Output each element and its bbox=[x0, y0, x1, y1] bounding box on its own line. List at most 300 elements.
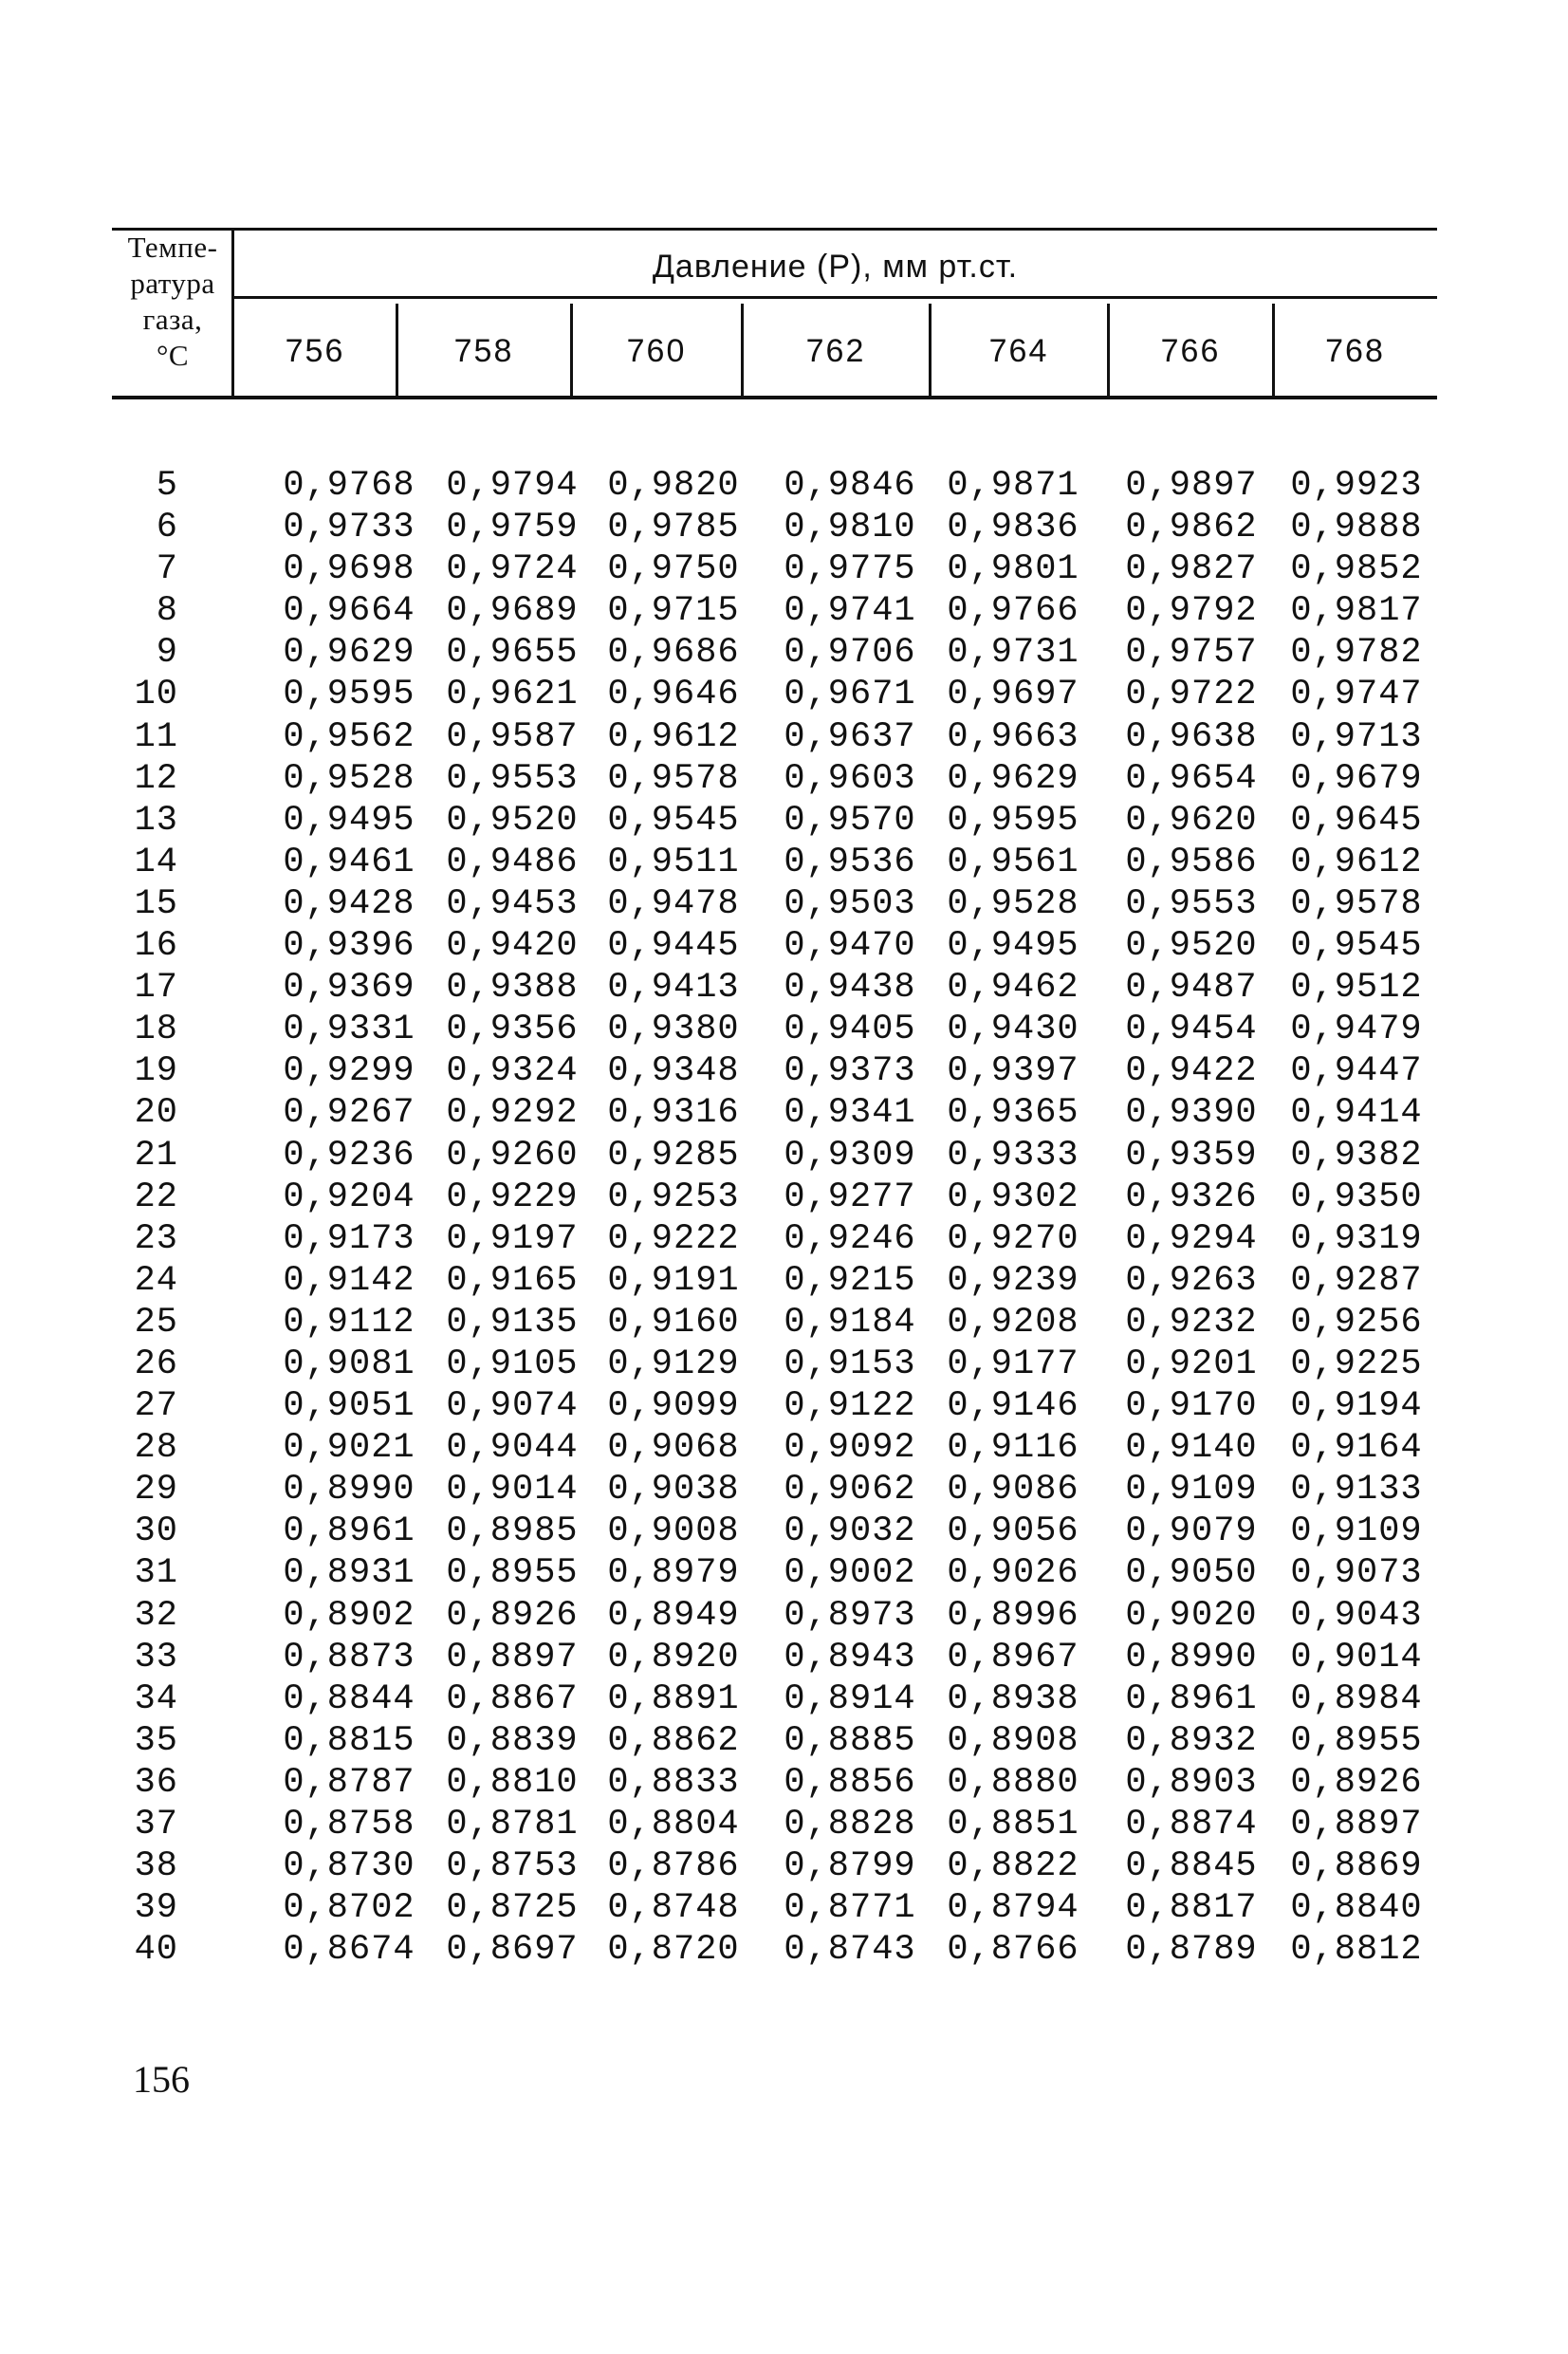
coefficient-cell: 0,9801 bbox=[947, 549, 1079, 590]
coefficient-cell: 0,8862 bbox=[607, 1720, 740, 1761]
coefficient-cell: 0,9277 bbox=[784, 1177, 916, 1217]
coefficient-cell: 0,9757 bbox=[1125, 633, 1258, 674]
coefficient-cell: 0,9512 bbox=[1290, 968, 1423, 1009]
coefficient-cell: 0,9109 bbox=[1290, 1511, 1423, 1552]
coefficient-cell: 0,9794 bbox=[446, 466, 579, 506]
temperature-cell: 19 bbox=[134, 1051, 178, 1092]
coefficient-cell: 0,9191 bbox=[607, 1260, 740, 1301]
coefficient-cell: 0,8867 bbox=[446, 1678, 579, 1719]
coefficient-cell: 0,8885 bbox=[784, 1720, 916, 1761]
column-header: 760 bbox=[626, 333, 687, 369]
coefficient-cell: 0,9637 bbox=[784, 716, 916, 757]
coefficient-cell: 0,9445 bbox=[607, 926, 740, 967]
coefficient-cell: 0,9105 bbox=[446, 1344, 579, 1384]
temperature-cell: 14 bbox=[134, 842, 178, 882]
coefficient-cell: 0,9092 bbox=[784, 1428, 916, 1469]
coefficient-cell: 0,9638 bbox=[1125, 716, 1258, 757]
coefficient-cell: 0,9184 bbox=[784, 1302, 916, 1343]
column-separator bbox=[570, 304, 573, 399]
coefficient-cell: 0,8828 bbox=[784, 1805, 916, 1844]
coefficient-cell: 0,9225 bbox=[1290, 1344, 1423, 1384]
coefficient-cell: 0,8851 bbox=[947, 1805, 1079, 1844]
coefficient-cell: 0,8897 bbox=[1290, 1805, 1423, 1844]
coefficient-cell: 0,8920 bbox=[607, 1637, 740, 1677]
coefficient-cell: 0,9536 bbox=[784, 842, 916, 882]
coefficient-cell: 0,9160 bbox=[607, 1302, 740, 1343]
coefficient-cell: 0,8730 bbox=[283, 1846, 415, 1887]
coefficient-cell: 0,9553 bbox=[1125, 883, 1258, 924]
table-row bbox=[112, 1260, 1437, 1302]
coefficient-cell: 0,8973 bbox=[784, 1595, 916, 1636]
coefficient-cell: 0,9256 bbox=[1290, 1302, 1423, 1343]
temperature-cell: 30 bbox=[134, 1511, 178, 1552]
coefficient-cell: 0,8938 bbox=[947, 1678, 1079, 1719]
coefficient-cell: 0,8985 bbox=[446, 1511, 579, 1552]
table-row bbox=[112, 1469, 1437, 1511]
coefficient-cell: 0,9380 bbox=[607, 1010, 740, 1050]
coefficient-cell: 0,9461 bbox=[283, 842, 415, 882]
coefficient-cell: 0,9871 bbox=[947, 466, 1079, 506]
coefficient-cell: 0,9646 bbox=[607, 675, 740, 715]
temperature-cell: 33 bbox=[134, 1637, 178, 1677]
coefficient-cell: 0,9733 bbox=[283, 508, 415, 548]
coefficient-cell: 0,8697 bbox=[446, 1930, 579, 1971]
coefficient-cell: 0,9620 bbox=[1125, 800, 1258, 841]
coefficient-cell: 0,8874 bbox=[1125, 1805, 1258, 1844]
temperature-cell: 5 bbox=[156, 466, 178, 506]
coefficient-cell: 0,8799 bbox=[784, 1846, 916, 1887]
coefficient-cell: 0,8766 bbox=[947, 1930, 1079, 1971]
table-row bbox=[112, 1050, 1437, 1092]
coefficient-cell: 0,9430 bbox=[947, 1010, 1079, 1050]
coefficient-cell: 0,9032 bbox=[784, 1511, 916, 1552]
coefficient-cell: 0,9663 bbox=[947, 716, 1079, 757]
table-row bbox=[112, 925, 1437, 967]
temperature-cell: 8 bbox=[156, 591, 178, 632]
stub-header-line-4: °С bbox=[156, 339, 190, 372]
coefficient-cell: 0,8961 bbox=[283, 1511, 415, 1552]
coefficient-cell: 0,9086 bbox=[947, 1470, 1079, 1511]
coefficient-cell: 0,9561 bbox=[947, 842, 1079, 882]
table-row bbox=[112, 1218, 1437, 1260]
column-separator bbox=[929, 304, 932, 399]
coefficient-cell: 0,9133 bbox=[1290, 1470, 1423, 1511]
table-row bbox=[112, 1929, 1437, 1971]
temperature-cell: 20 bbox=[134, 1093, 178, 1134]
table-row bbox=[112, 632, 1437, 674]
coefficient-cell: 0,9153 bbox=[784, 1344, 916, 1384]
coefficient-cell: 0,9285 bbox=[607, 1135, 740, 1176]
coefficient-cell: 0,9021 bbox=[283, 1428, 415, 1469]
coefficient-cell: 0,9365 bbox=[947, 1093, 1079, 1134]
table-row bbox=[112, 1845, 1437, 1887]
coefficient-cell: 0,8758 bbox=[283, 1805, 415, 1844]
coefficient-cell: 0,9836 bbox=[947, 508, 1079, 548]
coefficient-cell: 0,8984 bbox=[1290, 1678, 1423, 1719]
coefficient-cell: 0,8839 bbox=[446, 1720, 579, 1761]
coefficient-cell: 0,8702 bbox=[283, 1888, 415, 1929]
column-header: 764 bbox=[988, 333, 1049, 369]
coefficient-cell: 0,9810 bbox=[784, 508, 916, 548]
temperature-cell: 13 bbox=[134, 800, 178, 841]
table-row bbox=[112, 590, 1437, 632]
coefficient-cell: 0,8771 bbox=[784, 1888, 916, 1929]
coefficient-cell: 0,8979 bbox=[607, 1553, 740, 1594]
header-top-rule bbox=[112, 228, 1437, 231]
temperature-cell: 9 bbox=[156, 633, 178, 674]
coefficient-cell: 0,9299 bbox=[283, 1051, 415, 1092]
temperature-cell: 39 bbox=[134, 1888, 178, 1929]
temperature-cell: 16 bbox=[134, 926, 178, 967]
coefficient-cell: 0,9595 bbox=[947, 800, 1079, 841]
coefficient-cell: 0,9747 bbox=[1290, 675, 1423, 715]
coefficient-cell: 0,9671 bbox=[784, 675, 916, 715]
table-row bbox=[112, 1511, 1437, 1552]
coefficient-cell: 0,9528 bbox=[283, 758, 415, 799]
coefficient-cell: 0,9612 bbox=[607, 716, 740, 757]
coefficient-cell: 0,9413 bbox=[607, 968, 740, 1009]
coefficient-cell: 0,9545 bbox=[607, 800, 740, 841]
coefficient-cell: 0,8926 bbox=[1290, 1762, 1423, 1803]
coefficient-cell: 0,9201 bbox=[1125, 1344, 1258, 1384]
table-row bbox=[112, 674, 1437, 715]
coefficient-cell: 0,8786 bbox=[607, 1846, 740, 1887]
coefficient-cell: 0,8902 bbox=[283, 1595, 415, 1636]
coefficient-cell: 0,9333 bbox=[947, 1135, 1079, 1176]
coefficient-cell: 0,9897 bbox=[1125, 466, 1258, 506]
pressure-group-header: Давление (Р), мм рт.ст. bbox=[652, 249, 1019, 285]
coefficient-cell: 0,8725 bbox=[446, 1888, 579, 1929]
coefficient-cell: 0,9177 bbox=[947, 1344, 1079, 1384]
table-row bbox=[112, 1177, 1437, 1218]
table-row bbox=[112, 716, 1437, 758]
coefficient-cell: 0,9051 bbox=[283, 1386, 415, 1427]
coefficient-cell: 0,9679 bbox=[1290, 758, 1423, 799]
coefficient-cell: 0,8932 bbox=[1125, 1720, 1258, 1761]
coefficient-cell: 0,9239 bbox=[947, 1260, 1079, 1301]
coefficient-cell: 0,9260 bbox=[446, 1135, 579, 1176]
coefficient-cell: 0,9356 bbox=[446, 1010, 579, 1050]
column-separator bbox=[1272, 304, 1275, 399]
stub-header-line-3: газа, bbox=[142, 303, 203, 336]
coefficient-cell: 0,9775 bbox=[784, 549, 916, 590]
coefficient-cell: 0,9396 bbox=[283, 926, 415, 967]
coefficient-cell: 0,9316 bbox=[607, 1093, 740, 1134]
coefficient-cell: 0,9236 bbox=[283, 1135, 415, 1176]
coefficient-cell: 0,9146 bbox=[947, 1386, 1079, 1427]
coefficient-cell: 0,8990 bbox=[283, 1470, 415, 1511]
coefficient-cell: 0,9654 bbox=[1125, 758, 1258, 799]
table-row bbox=[112, 800, 1437, 842]
coefficient-cell: 0,9263 bbox=[1125, 1260, 1258, 1301]
coefficient-cell: 0,9706 bbox=[784, 633, 916, 674]
coefficient-cell: 0,9470 bbox=[784, 926, 916, 967]
coefficient-cell: 0,9081 bbox=[283, 1344, 415, 1384]
coefficient-cell: 0,8967 bbox=[947, 1637, 1079, 1677]
coefficient-cell: 0,9495 bbox=[283, 800, 415, 841]
coefficient-cell: 0,8720 bbox=[607, 1930, 740, 1971]
table-row bbox=[112, 1720, 1437, 1762]
table-row bbox=[112, 967, 1437, 1009]
coefficient-cell: 0,9302 bbox=[947, 1177, 1079, 1217]
coefficient-cell: 0,8990 bbox=[1125, 1637, 1258, 1677]
coefficient-cell: 0,9495 bbox=[947, 926, 1079, 967]
table-row bbox=[112, 465, 1437, 507]
coefficient-cell: 0,9545 bbox=[1290, 926, 1423, 967]
coefficient-cell: 0,9350 bbox=[1290, 1177, 1423, 1217]
coefficient-cell: 0,9348 bbox=[607, 1051, 740, 1092]
coefficient-cell: 0,9689 bbox=[446, 591, 579, 632]
coefficient-cell: 0,9135 bbox=[446, 1302, 579, 1343]
coefficient-cell: 0,9724 bbox=[446, 549, 579, 590]
table-row bbox=[112, 1637, 1437, 1678]
page-number: 156 bbox=[133, 2058, 190, 2101]
temperature-cell: 11 bbox=[134, 716, 178, 757]
coefficient-cell: 0,8753 bbox=[446, 1846, 579, 1887]
stub-header bbox=[112, 230, 233, 374]
coefficient-cell: 0,9014 bbox=[1290, 1637, 1423, 1677]
coefficient-cell: 0,9222 bbox=[607, 1218, 740, 1259]
temperature-cell: 40 bbox=[134, 1930, 178, 1971]
coefficient-cell: 0,9170 bbox=[1125, 1386, 1258, 1427]
coefficient-cell: 0,8873 bbox=[283, 1637, 415, 1677]
coefficient-cell: 0,8869 bbox=[1290, 1846, 1423, 1887]
column-separator bbox=[396, 304, 398, 399]
coefficient-cell: 0,9595 bbox=[283, 675, 415, 715]
coefficient-cell: 0,9782 bbox=[1290, 633, 1423, 674]
temperature-cell: 21 bbox=[134, 1135, 178, 1176]
coefficient-cell: 0,9405 bbox=[784, 1010, 916, 1050]
coefficient-cell: 0,9359 bbox=[1125, 1135, 1258, 1176]
coefficient-cell: 0,9827 bbox=[1125, 549, 1258, 590]
coefficient-cell: 0,9112 bbox=[283, 1302, 415, 1343]
coefficient-cell: 0,8804 bbox=[607, 1805, 740, 1844]
column-header: 758 bbox=[453, 333, 514, 369]
coefficient-cell: 0,9026 bbox=[947, 1553, 1079, 1594]
coefficient-cell: 0,9578 bbox=[607, 758, 740, 799]
coefficient-cell: 0,9487 bbox=[1125, 968, 1258, 1009]
coefficient-cell: 0,9750 bbox=[607, 549, 740, 590]
coefficient-cell: 0,9287 bbox=[1290, 1260, 1423, 1301]
group-underline bbox=[233, 296, 1437, 299]
coefficient-cell: 0,9414 bbox=[1290, 1093, 1423, 1134]
temperature-cell: 23 bbox=[134, 1218, 178, 1259]
coefficient-cell: 0,9486 bbox=[446, 842, 579, 882]
coefficient-cell: 0,9846 bbox=[784, 466, 916, 506]
column-separator bbox=[741, 304, 744, 399]
table-row bbox=[112, 1009, 1437, 1050]
temperature-cell: 35 bbox=[134, 1720, 178, 1761]
coefficient-cell: 0,9629 bbox=[283, 633, 415, 674]
table-row bbox=[112, 1762, 1437, 1804]
coefficient-cell: 0,9428 bbox=[283, 883, 415, 924]
temperature-cell: 6 bbox=[156, 508, 178, 548]
coefficient-cell: 0,9603 bbox=[784, 758, 916, 799]
coefficient-cell: 0,9553 bbox=[446, 758, 579, 799]
temperature-cell: 10 bbox=[134, 675, 178, 715]
table-row bbox=[112, 507, 1437, 548]
coefficient-cell: 0,9686 bbox=[607, 633, 740, 674]
coefficient-cell: 0,8840 bbox=[1290, 1888, 1423, 1929]
coefficient-cell: 0,9438 bbox=[784, 968, 916, 1009]
table-row bbox=[112, 1595, 1437, 1637]
column-header: 768 bbox=[1325, 333, 1385, 369]
coefficient-cell: 0,8787 bbox=[283, 1762, 415, 1803]
coefficient-cell: 0,9722 bbox=[1125, 675, 1258, 715]
coefficient-cell: 0,9570 bbox=[784, 800, 916, 841]
coefficient-cell: 0,9164 bbox=[1290, 1428, 1423, 1469]
coefficient-cell: 0,9888 bbox=[1290, 508, 1423, 548]
coefficient-cell: 0,9454 bbox=[1125, 1010, 1258, 1050]
coefficient-cell: 0,9050 bbox=[1125, 1553, 1258, 1594]
coefficient-cell: 0,8926 bbox=[446, 1595, 579, 1636]
coefficient-cell: 0,8794 bbox=[947, 1888, 1079, 1929]
temperature-cell: 29 bbox=[134, 1470, 178, 1511]
coefficient-cell: 0,9741 bbox=[784, 591, 916, 632]
coefficient-cell: 0,8961 bbox=[1125, 1678, 1258, 1719]
table-body bbox=[112, 465, 1437, 1971]
temperature-cell: 34 bbox=[134, 1678, 178, 1719]
coefficient-cell: 0,9253 bbox=[607, 1177, 740, 1217]
coefficient-cell: 0,9587 bbox=[446, 716, 579, 757]
coefficient-cell: 0,9197 bbox=[446, 1218, 579, 1259]
coefficient-cell: 0,9056 bbox=[947, 1511, 1079, 1552]
coefficient-cell: 0,9324 bbox=[446, 1051, 579, 1092]
temperature-cell: 22 bbox=[134, 1177, 178, 1217]
coefficient-cell: 0,9232 bbox=[1125, 1302, 1258, 1343]
coefficient-cell: 0,9165 bbox=[446, 1260, 579, 1301]
coefficient-cell: 0,9447 bbox=[1290, 1051, 1423, 1092]
coefficient-cell: 0,9116 bbox=[947, 1428, 1079, 1469]
coefficient-cell: 0,9586 bbox=[1125, 842, 1258, 882]
coefficient-cell: 0,9270 bbox=[947, 1218, 1079, 1259]
coefficient-cell: 0,9309 bbox=[784, 1135, 916, 1176]
coefficient-cell: 0,8891 bbox=[607, 1678, 740, 1719]
coefficient-cell: 0,9073 bbox=[1290, 1553, 1423, 1594]
coefficient-cell: 0,9698 bbox=[283, 549, 415, 590]
coefficient-cell: 0,9862 bbox=[1125, 508, 1258, 548]
coefficient-cell: 0,9229 bbox=[446, 1177, 579, 1217]
coefficient-cell: 0,8845 bbox=[1125, 1846, 1258, 1887]
temperature-cell: 27 bbox=[134, 1386, 178, 1427]
coefficient-cell: 0,9766 bbox=[947, 591, 1079, 632]
coefficient-cell: 0,9422 bbox=[1125, 1051, 1258, 1092]
coefficient-cell: 0,9142 bbox=[283, 1260, 415, 1301]
coefficient-cell: 0,9044 bbox=[446, 1428, 579, 1469]
coefficient-cell: 0,9215 bbox=[784, 1260, 916, 1301]
coefficient-cell: 0,8949 bbox=[607, 1595, 740, 1636]
coefficient-cell: 0,8856 bbox=[784, 1762, 916, 1803]
coefficient-cell: 0,9792 bbox=[1125, 591, 1258, 632]
table-row bbox=[112, 1427, 1437, 1469]
coefficient-cell: 0,9208 bbox=[947, 1302, 1079, 1343]
coefficient-cell: 0,9852 bbox=[1290, 549, 1423, 590]
coefficient-cell: 0,9140 bbox=[1125, 1428, 1258, 1469]
table-row bbox=[112, 758, 1437, 800]
coefficient-cell: 0,8781 bbox=[446, 1805, 579, 1844]
temperature-cell: 17 bbox=[134, 968, 178, 1009]
temperature-cell: 15 bbox=[134, 883, 178, 924]
coefficient-cell: 0,8844 bbox=[283, 1678, 415, 1719]
table-row bbox=[112, 548, 1437, 590]
coefficient-cell: 0,8817 bbox=[1125, 1888, 1258, 1929]
coefficient-cell: 0,9520 bbox=[446, 800, 579, 841]
coefficient-cell: 0,9923 bbox=[1290, 466, 1423, 506]
coefficient-cell: 0,8810 bbox=[446, 1762, 579, 1803]
coefficient-cell: 0,9715 bbox=[607, 591, 740, 632]
temperature-cell: 32 bbox=[134, 1595, 178, 1636]
coefficient-cell: 0,9759 bbox=[446, 508, 579, 548]
coefficient-cell: 0,9002 bbox=[784, 1553, 916, 1594]
table-row bbox=[112, 1092, 1437, 1134]
coefficient-cell: 0,9511 bbox=[607, 842, 740, 882]
column-separator bbox=[1107, 304, 1110, 399]
coefficient-cell: 0,9785 bbox=[607, 508, 740, 548]
temperature-cell: 18 bbox=[134, 1010, 178, 1050]
coefficient-cell: 0,9664 bbox=[283, 591, 415, 632]
table-row bbox=[112, 842, 1437, 883]
coefficient-cell: 0,9014 bbox=[446, 1470, 579, 1511]
table-row bbox=[112, 1344, 1437, 1385]
coefficient-cell: 0,9369 bbox=[283, 968, 415, 1009]
coefficient-cell: 0,9326 bbox=[1125, 1177, 1258, 1217]
column-header: 766 bbox=[1160, 333, 1221, 369]
temperature-cell: 38 bbox=[134, 1846, 178, 1887]
coefficient-cell: 0,9382 bbox=[1290, 1135, 1423, 1176]
coefficient-cell: 0,9462 bbox=[947, 968, 1079, 1009]
table-row bbox=[112, 1804, 1437, 1845]
stub-header-line-1: Темпе- bbox=[127, 231, 218, 264]
coefficient-cell: 0,8908 bbox=[947, 1720, 1079, 1761]
coefficient-cell: 0,8897 bbox=[446, 1637, 579, 1677]
coefficient-cell: 0,9713 bbox=[1290, 716, 1423, 757]
coefficient-cell: 0,9397 bbox=[947, 1051, 1079, 1092]
coefficient-cell: 0,9122 bbox=[784, 1386, 916, 1427]
coefficient-cell: 0,9645 bbox=[1290, 800, 1423, 841]
coefficient-cell: 0,9612 bbox=[1290, 842, 1423, 882]
temperature-cell: 7 bbox=[156, 549, 178, 590]
temperature-cell: 25 bbox=[134, 1302, 178, 1343]
table-row bbox=[112, 1887, 1437, 1929]
coefficient-cell: 0,8955 bbox=[1290, 1720, 1423, 1761]
coefficient-cell: 0,9479 bbox=[1290, 1010, 1423, 1050]
temperature-cell: 12 bbox=[134, 758, 178, 799]
table-row bbox=[112, 1135, 1437, 1177]
coefficient-cell: 0,8955 bbox=[446, 1553, 579, 1594]
temperature-cell: 24 bbox=[134, 1260, 178, 1301]
coefficient-cell: 0,9578 bbox=[1290, 883, 1423, 924]
coefficient-cell: 0,9478 bbox=[607, 883, 740, 924]
coefficient-cell: 0,9292 bbox=[446, 1093, 579, 1134]
coefficient-cell: 0,9731 bbox=[947, 633, 1079, 674]
coefficient-cell: 0,8815 bbox=[283, 1720, 415, 1761]
table-row bbox=[112, 883, 1437, 925]
coefficient-cell: 0,9020 bbox=[1125, 1595, 1258, 1636]
coefficient-cell: 0,9319 bbox=[1290, 1218, 1423, 1259]
coefficient-cell: 0,8880 bbox=[947, 1762, 1079, 1803]
coefficient-cell: 0,8822 bbox=[947, 1846, 1079, 1887]
coefficient-cell: 0,8812 bbox=[1290, 1930, 1423, 1971]
coefficient-cell: 0,8743 bbox=[784, 1930, 916, 1971]
column-header: 756 bbox=[285, 333, 345, 369]
coefficient-cell: 0,9768 bbox=[283, 466, 415, 506]
table-row bbox=[112, 1552, 1437, 1594]
coefficient-cell: 0,9079 bbox=[1125, 1511, 1258, 1552]
temperature-cell: 26 bbox=[134, 1344, 178, 1384]
table-row bbox=[112, 1385, 1437, 1427]
coefficient-cell: 0,9621 bbox=[446, 675, 579, 715]
coefficient-cell: 0,9528 bbox=[947, 883, 1079, 924]
